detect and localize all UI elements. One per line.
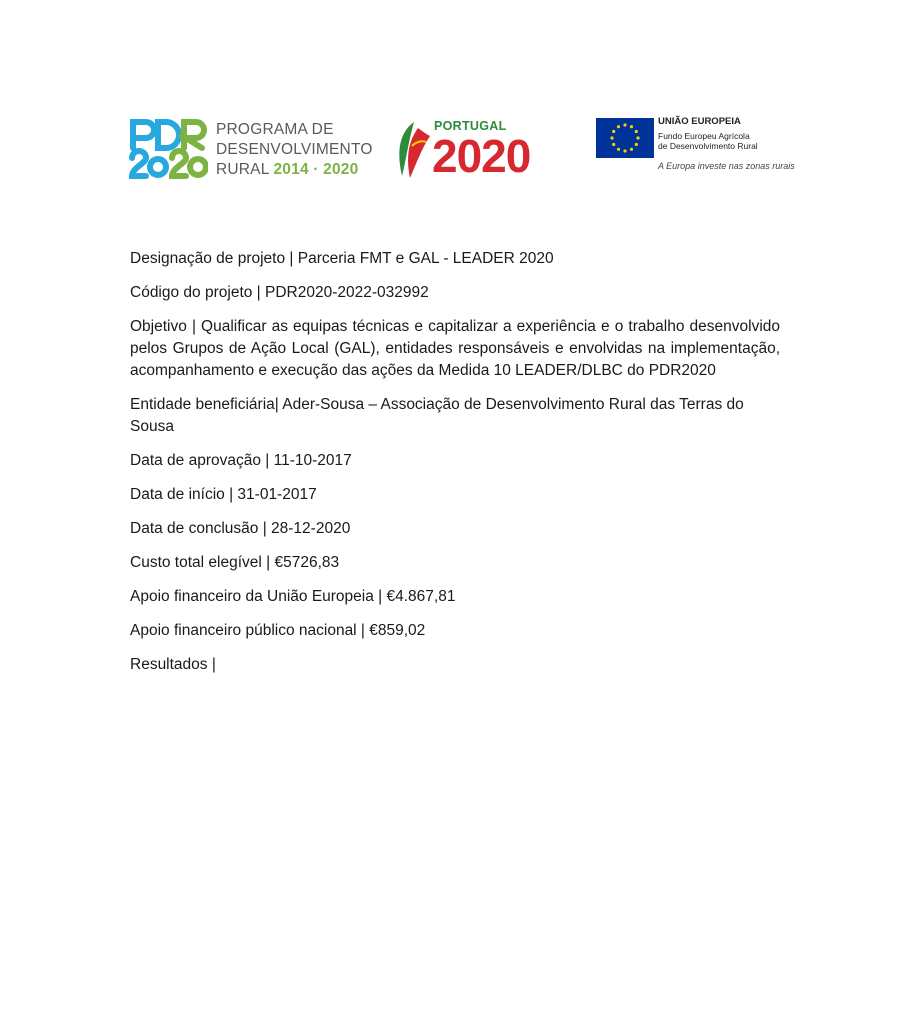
portugal2020-logo bbox=[392, 118, 572, 182]
eu-title: UNIÃO EUROPEIA bbox=[658, 116, 741, 127]
project-code: Código do projeto | PDR2020-2022-032992 bbox=[130, 284, 429, 301]
project-objective: Objetivo | Qualificar as equipas técnicas e capitalizar a experiência e o trabalho desenvolvido pelos Grupos de Ação Local (GAL), entidades responsáveis e envolvidas na implementação, acompanhamento e execução das ações da Medida 10 LEADER/DLBC do PDR2020 bbox=[130, 318, 780, 379]
pdr-line-3-prefix: RURAL bbox=[216, 161, 269, 178]
total-eligible-cost: Custo total elegível | €5726,83 bbox=[130, 554, 340, 571]
project-designation: Designação de projeto | Parceria FMT e GAL - LEADER 2020 bbox=[130, 250, 554, 267]
completion-date: Data de conclusão | 28-12-2020 bbox=[130, 520, 351, 537]
portugal-label: PORTUGAL bbox=[434, 119, 507, 133]
national-public-funding: Apoio financeiro público nacional | €859,02 bbox=[130, 622, 426, 639]
pdr2020-mark bbox=[128, 118, 208, 180]
eu-fund-line-1: Fundo Europeu Agrícola bbox=[658, 131, 750, 141]
portugal-year: 2020 bbox=[432, 130, 531, 182]
eu-tagline: A Europa investe nas zonas rurais bbox=[658, 161, 795, 171]
pdr2020-wordmark bbox=[216, 120, 373, 180]
eu-fund-name bbox=[658, 131, 778, 151]
pdr-line-3-years: 2014 · 2020 bbox=[273, 161, 359, 178]
project-details bbox=[130, 248, 780, 688]
results: Resultados | bbox=[130, 656, 216, 673]
eu-flag-icon bbox=[596, 118, 654, 158]
project-beneficiary: Entidade beneficiária| Ader-Sousa – Associação de Desenvolvimento Rural das Terras do Sousa bbox=[130, 396, 744, 435]
pdr-line-2: DESENVOLVIMENTO bbox=[216, 141, 373, 158]
eu-funding: Apoio financeiro da União Europeia | €4.867,81 bbox=[130, 588, 456, 605]
pdr2020-logo bbox=[128, 118, 378, 182]
eu-logo bbox=[596, 116, 796, 178]
start-date: Data de início | 31-01-2017 bbox=[130, 486, 317, 503]
portugal-flag-icon bbox=[392, 120, 432, 180]
pdr-line-3 bbox=[216, 160, 373, 180]
logo-header bbox=[0, 0, 910, 200]
approval-date: Data de aprovação | 11-10-2017 bbox=[130, 452, 352, 469]
eu-fund-line-2: de Desenvolvimento Rural bbox=[658, 141, 758, 151]
pdr-line-1: PROGRAMA DE bbox=[216, 121, 334, 138]
